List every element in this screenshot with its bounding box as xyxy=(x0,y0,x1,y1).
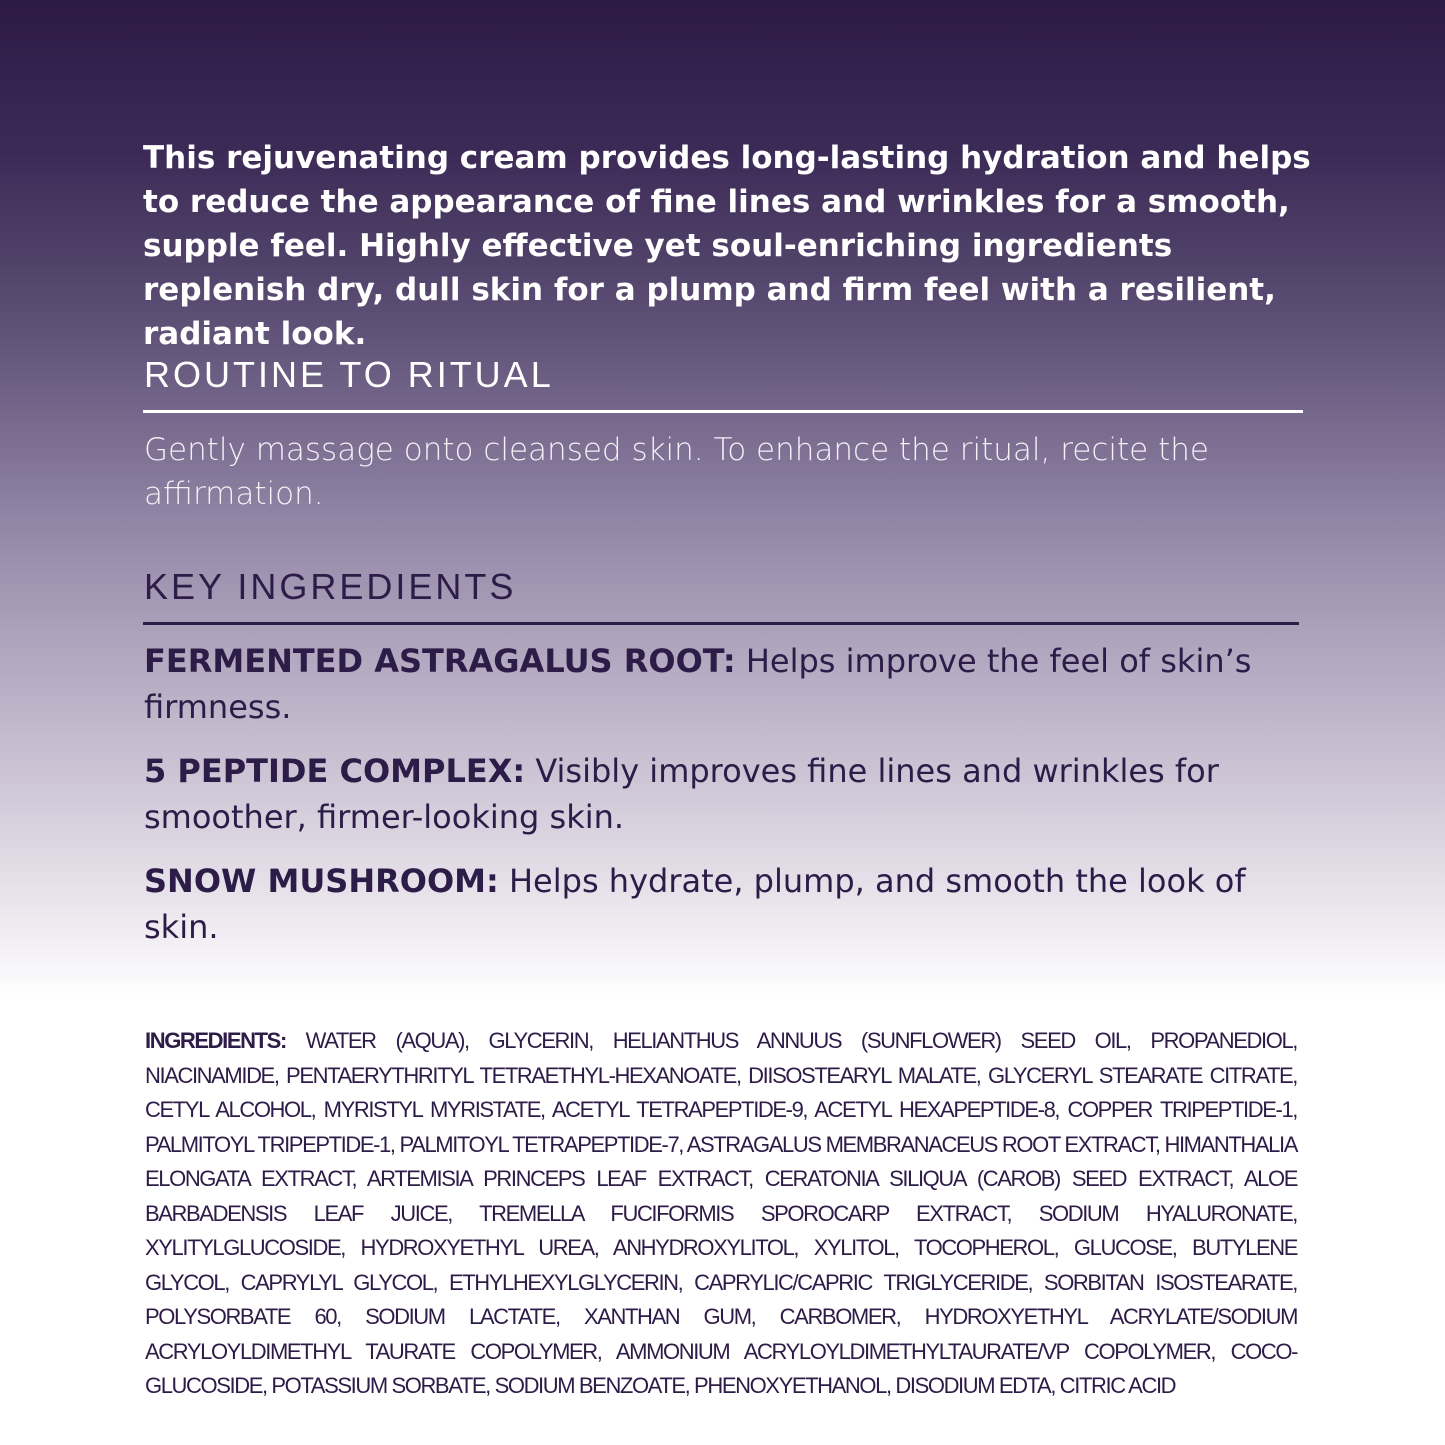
ingredients-text: WATER (AQUA), GLYCERIN, HELIANTHUS ANNUUS (SUNFLOWER) SEED OIL, PROPANEDIOL, NIACINAMIDE, PENTAERYTHRITYL TETRAETHYL-HEXANOATE, DIISOSTEARYL MALATE, GLYCERYL STEARATE CITRATE, CETYL ALCOHOL, MYRISTYL MYRISTATE, ACETYL TETRAPEPTIDE-9, ACETYL HEXAPEPTIDE-8, COPPER TRIPEPTIDE-1, PALMITOYL TRIPEPTIDE-1, PALMITOYL TETRAPEPTIDE-7, ASTRAGALUS MEMBRANACEUS ROOT EXTRACT, HIMANTHALIA ELONGATA EXTRACT, ARTEMISIA PRINCEPS LEAF EXTRACT, CERATONIA SILIQUA (CAROB) SEED EXTRACT, ALOE BARBADENSIS LEAF JUICE, TREMELLA FUCIFORMIS SPOROCARP EXTRACT, SODIUM HYALURONATE, XYLITYLGLUCOSIDE, HYDROXYETHYL UREA, ANHYDROXYLITOL, XYLITOL, TOCOPHEROL, GLUCOSE, BUTYLENE GLYCOL, CAPRYLYL GLYCOL, ETHYLHEXYLGLYCERIN, CAPRYLIC/CAPRIC TRIGLYCERIDE, SORBITAN ISOSTEARATE, POLYSORBATE 60, SODIUM LACTATE, XANTHAN GUM, CARBOMER, HYDROXYETHYL ACRYLATE/SODIUM ACRYLOYLDIMETHYL TAURATE COPOLYMER, AMMONIUM ACRYLOYLDIMETHYLTAURATE/VP COPOLYMER, COCO-GLUCOSIDE, POTASSIUM SORBATE, SODIUM BENZOATE, PHENOXYETHANOL, DISODIUM EDTA, CITRIC ACID xyxy=(145,1028,1297,1398)
key-ingredient-description: Visibly improves fine lines and wrinkles for smoother, firmer-looking skin. xyxy=(144,752,1219,836)
ingredients-label: INGREDIENTS: xyxy=(145,1028,286,1053)
key-ingredients-divider xyxy=(143,622,1299,625)
key-ingredient-description: Helps hydrate, plump, and smooth the look of skin. xyxy=(144,862,1246,946)
full-ingredients-list xyxy=(145,1024,1297,1404)
routine-divider xyxy=(143,410,1303,413)
key-ingredient-item xyxy=(144,748,1314,840)
key-ingredient-name: FERMENTED ASTRAGALUS ROOT: xyxy=(144,642,736,680)
key-ingredient-item xyxy=(144,858,1314,950)
key-ingredient-item xyxy=(144,638,1314,730)
key-ingredient-name: 5 PEPTIDE COMPLEX: xyxy=(144,752,526,790)
routine-heading: ROUTINE TO RITUAL xyxy=(144,354,554,395)
key-ingredient-name: SNOW MUSHROOM: xyxy=(144,862,499,900)
routine-text: Gently massage onto cleansed skin. To enhance the ritual, recite the affirmation. xyxy=(144,432,1209,512)
product-description: This rejuvenating cream provides long-lasting hydration and helps to reduce the appearance of fine lines and wrinkles for a smooth, supple feel. Highly effective yet soul-enriching ingredients replenish dry, dull skin for a plump and firm feel with a resilient, radiant look. xyxy=(143,140,1311,352)
key-ingredient-description: Helps improve the feel of skin’s firmness. xyxy=(144,642,1252,726)
key-ingredients-heading: KEY INGREDIENTS xyxy=(144,566,517,607)
